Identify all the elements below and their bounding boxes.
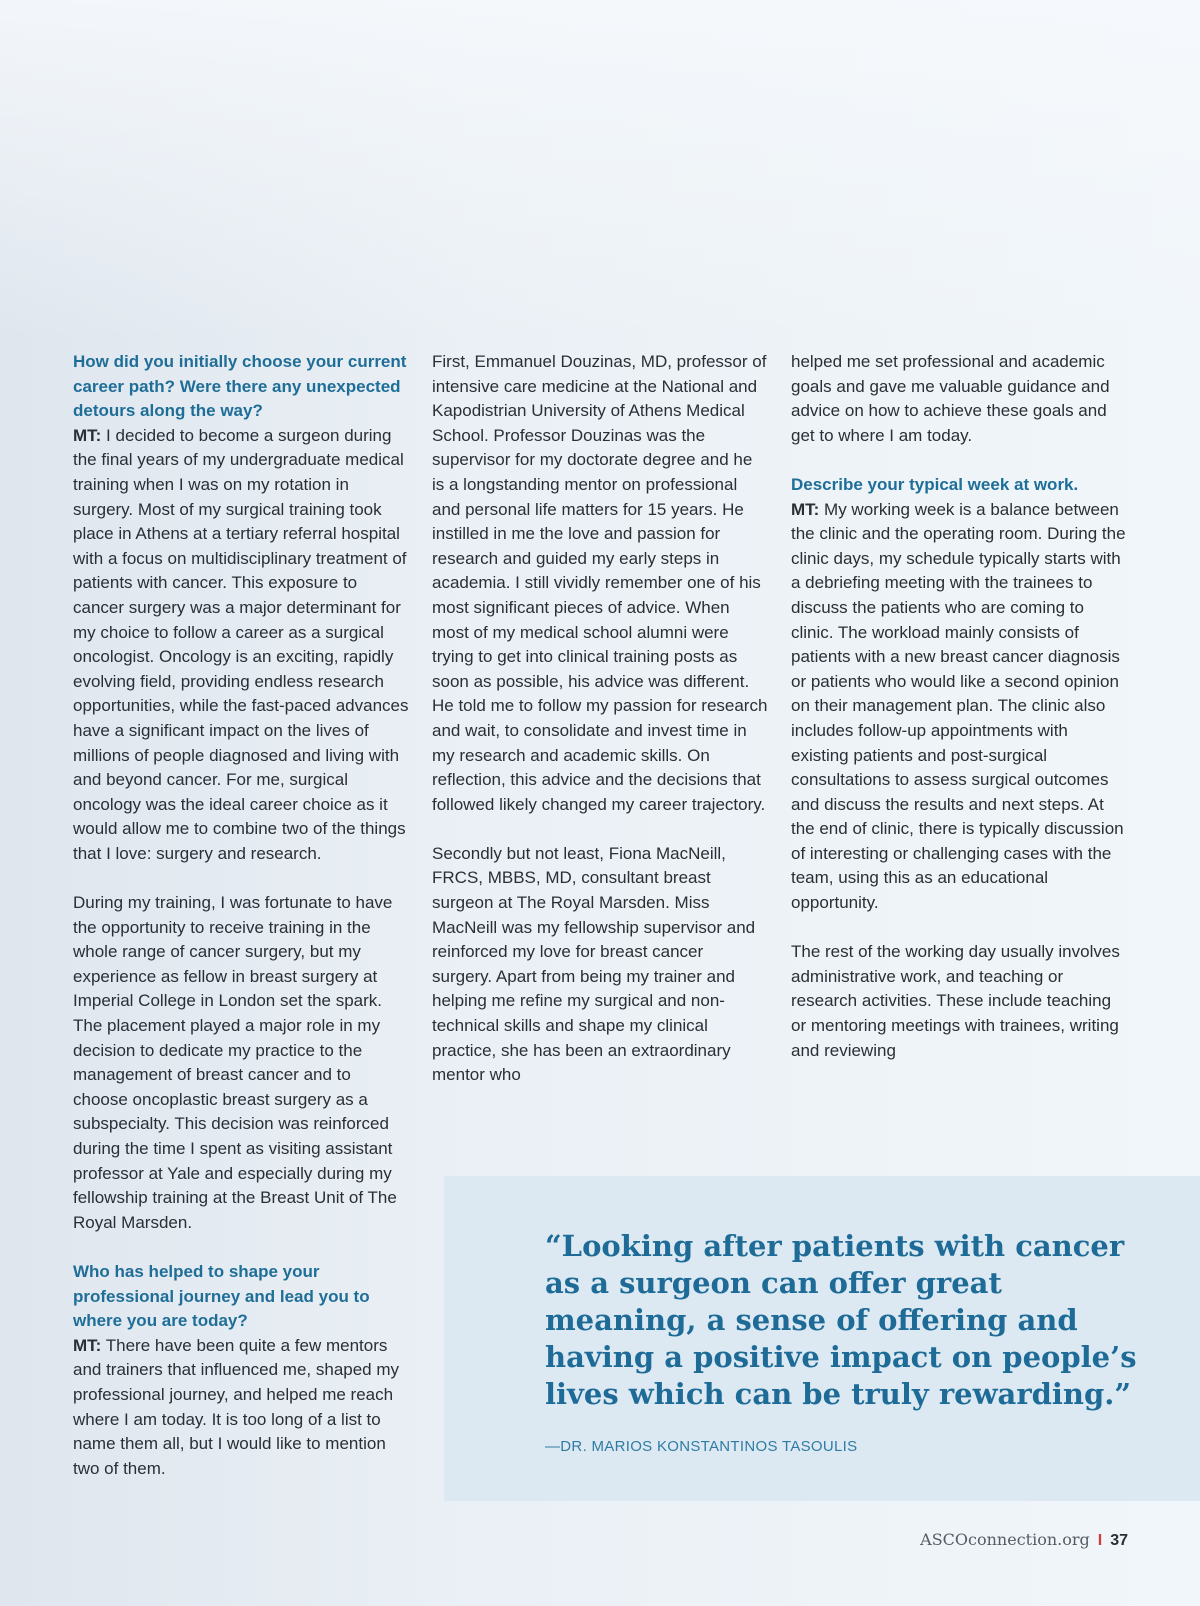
body-paragraph: First, Emmanuel Douzinas, MD, professor of intensive care medicine at the National and Kapodistrian University of Athens Medical School. Professor Douzinas was the supervisor for my doctorate degree and he is a longstanding mentor on professional and personal life matters for 15 years. He instilled in me the love and passion for research and guided my early steps in academia. I still vividly remember one of his most significant pieces of advice. When most of my medical school alumni were trying to get into clinical training posts as soon as possible, his advice was different. He told me to follow my passion for research and wait, to consolidate and invest time in my research and academic skills. On reflection, this advice and the decisions that followed likely changed my career trajectory.: [432, 352, 768, 814]
interview-block-career-path: [73, 350, 409, 866]
article-column-2: [432, 350, 768, 1112]
question-heading: How did you initially choose your current career path? Were there any unexpected detours along the way?: [73, 352, 407, 421]
body-paragraph: Secondly but not least, Fiona MacNeill, FRCS, MBBS, MD, consultant breast surgeon at The Royal Marsden. Miss MacNeill was my fellowship supervisor and reinforced my love for breast cancer surgery. Apart from being my trainer and helping me refine my surgical and non-technical skills and shape my clinical practice, she has been an extraordinary mentor who: [432, 843, 756, 1085]
pull-quote-text: “Looking after patients with cancer as a surgeon can offer great meaning, a sense of offering and having a positive impact on people’s lives which can be truly rewarding.”: [545, 1229, 1137, 1411]
interview-block-typical-week: [791, 473, 1127, 916]
page-number: 37: [1110, 1532, 1128, 1549]
speaker-label: MT:: [73, 1335, 102, 1355]
pull-quote-attribution: —DR. MARIOS KONSTANTINOS TASOULIS: [545, 1438, 858, 1455]
site-name: ASCOconnection.org: [920, 1530, 1090, 1549]
body-paragraph: helped me set professional and academic goals and gave me valuable guidance and advice on how to achieve these goals and get to where I am today.: [791, 352, 1110, 445]
speaker-label: MT:: [73, 425, 102, 445]
body-paragraph: The rest of the working day usually involves administrative work, and teaching or research activities. These include teaching or mentoring meetings with trainees, writing and reviewing: [791, 942, 1120, 1060]
top-background-fade: [0, 0, 1200, 340]
page-footer: [920, 1530, 1128, 1550]
answer-text: My working week is a balance between the clinic and the operating room. During the clinic days, my schedule typically starts with a debriefing meeting with the trainees to discuss the patients who are coming to clinic. The workload mainly consists of patients with a new breast cancer diagnosis or patients who would like a second opinion on their management plan. The clinic also includes follow-up appointments with existing patients and post-surgical consultations to assess surgical outcomes and discuss the results and next steps. At the end of clinic, there is typically discussion of interesting or challenging cases with the team, using this as an educational opportunity.: [791, 499, 1126, 913]
question-heading: Describe your typical week at work.: [791, 474, 1079, 494]
question-heading: Who has helped to shape your professional journey and lead you to where you are today?: [73, 1261, 370, 1331]
article-column-3: [791, 350, 1127, 1088]
speaker-label: MT:: [791, 499, 820, 519]
answer-text: I decided to become a surgeon during the final years of my undergraduate medical training when I was on my rotation in surgery. Most of my surgical training took place in Athens at a tertiary referral hospital with a focus on multidisciplinary treatment of patients with cancer. This exposure to cancer surgery was a major determinant for my choice to follow a career as a surgical oncologist. Oncology is an exciting, rapidly evolving field, providing endless research opportunities, while the fast-paced advances have a significant impact on the lives of millions of people diagnosed and living with and beyond cancer. For me, surgical oncology was the ideal career choice as it would allow me to combine two of the things that I love: surgery and research.: [73, 425, 409, 863]
footer-separator: I: [1097, 1532, 1103, 1549]
interview-block-mentors: [73, 1260, 409, 1481]
answer-text: There have been quite a few mentors and trainers that influenced me, shaped my professional journey, and helped me reach where I am today. It is too long of a list to name them all, but I would like to mention two of them.: [73, 1335, 400, 1478]
article-column-1: [73, 350, 409, 1506]
body-paragraph: During my training, I was fortunate to have the opportunity to receive training in the whole range of cancer surgery, but my experience as fellow in breast surgery at Imperial College in London set the spark. The placement played a major role in my decision to dedicate my practice to the management of breast cancer and to choose oncoplastic breast surgery as a subspecialty. This decision was reinforced during the time I spent as visiting assistant professor at Yale and especially during my fellowship training at the Breast Unit of The Royal Marsden.: [73, 893, 397, 1232]
